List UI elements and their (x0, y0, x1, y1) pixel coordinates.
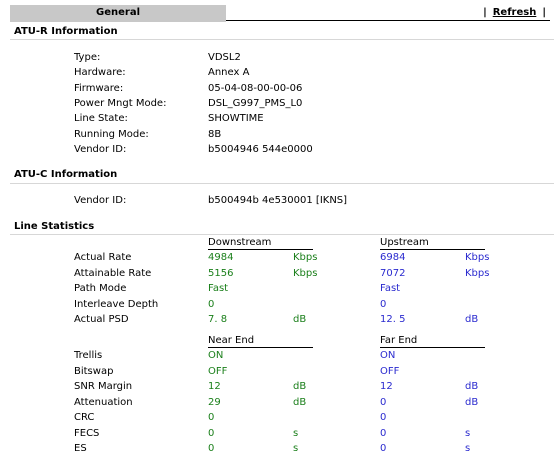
atu-c-field-value: b500494b 4e530001 [IKNS] (208, 195, 348, 206)
rate-row-label: Actual PSD (74, 314, 129, 326)
top-bar (0, 0, 560, 21)
end-row-label: ES (74, 443, 87, 454)
end-row-value-right: 0 (380, 443, 387, 454)
atu-r-field-label: Vendor ID: (74, 143, 127, 155)
atu-c-title: ATU-C Information (14, 169, 118, 180)
atu-r-field-label: Running Mode: (74, 128, 149, 140)
separator-left: | (483, 7, 487, 18)
end-row-value-right: 0 (380, 412, 387, 423)
end-row-label: SNR Margin (74, 381, 133, 392)
end-row-unit-right: dB (465, 396, 479, 408)
rate-row-unit-right: dB (465, 314, 479, 326)
atu-r-field-value: Annex A (208, 67, 250, 79)
atu-r-field-value: VDSL2 (208, 52, 241, 63)
rate-row-unit-left: dB (293, 314, 307, 326)
end-row-value-left: 29 (208, 396, 221, 408)
atu-r-field-value: 05-04-08-00-00-06 (208, 82, 303, 94)
atu-r-field-label: Hardware: (74, 67, 126, 79)
line-stats-title: Line Statistics (14, 221, 95, 232)
rate-row-value-left: 0 (208, 298, 215, 310)
rate-row-label: Path Mode (74, 283, 127, 295)
atu-r-field-value: 8B (208, 128, 222, 140)
atu-r-divider (10, 39, 554, 40)
end-row-label: Trellis (74, 350, 103, 361)
end-row-value-left: 12 (208, 381, 221, 392)
rate-row-unit-left: Kbps (293, 267, 318, 279)
line-stats-divider (10, 234, 554, 235)
tab-underline (226, 20, 550, 21)
rate-row-unit-right: Kbps (465, 252, 490, 263)
end-row-unit-right: dB (465, 381, 479, 392)
atu-r-title: ATU-R Information (14, 26, 118, 37)
col-header-left: Near End (208, 335, 313, 348)
col-header-right: Upstream (380, 237, 485, 250)
end-row-value-right: 0 (380, 396, 387, 408)
end-row-unit-left: s (293, 443, 299, 454)
atu-r-field-value: b5004946 544e0000 (208, 143, 313, 155)
rate-row-value-left: 5156 (208, 267, 234, 279)
atu-r-field-label: Power Mngt Mode: (74, 97, 167, 109)
atu-r-field-label: Type: (74, 52, 101, 63)
atu-r-field-value: DSL_G997_PMS_L0 (208, 97, 303, 109)
rate-row-value-left: Fast (208, 283, 229, 295)
end-row-value-right: ON (380, 350, 396, 361)
rate-row-value-right: 0 (380, 298, 387, 310)
end-row-value-left: ON (208, 350, 224, 361)
end-row-value-right: 12 (380, 381, 393, 392)
col-header-left: Downstream (208, 237, 313, 250)
end-row-value-left: 0 (208, 427, 215, 439)
rate-row-value-left: 7. 8 (208, 314, 228, 326)
rate-row-unit-right: Kbps (465, 267, 490, 279)
end-row-unit-right: s (465, 443, 471, 454)
end-row-unit-right: s (465, 427, 471, 439)
end-row-value-right: OFF (380, 365, 400, 377)
end-row-label: FECS (74, 427, 100, 439)
rate-row-unit-left: Kbps (293, 252, 318, 263)
tab-general[interactable]: General (10, 5, 226, 22)
end-row-unit-left: dB (293, 396, 307, 408)
end-row-value-left: 0 (208, 443, 215, 454)
end-row-value-left: 0 (208, 412, 215, 423)
refresh-link[interactable]: Refresh (492, 7, 537, 18)
separator-right: | (542, 7, 546, 18)
rate-row-value-right: 12. 5 (380, 314, 406, 326)
rate-row-value-right: 7072 (380, 267, 406, 279)
atu-r-field-value: SHOWTIME (208, 113, 264, 125)
rate-row-value-right: Fast (380, 283, 401, 295)
rate-row-value-right: 6984 (380, 252, 406, 263)
end-row-unit-left: s (293, 427, 299, 439)
end-row-value-right: 0 (380, 427, 387, 439)
atu-r-field-label: Line State: (74, 113, 128, 125)
end-row-value-left: OFF (208, 365, 228, 377)
rate-row-label: Interleave Depth (74, 298, 159, 310)
refresh-area (477, 7, 552, 18)
end-row-label: CRC (74, 412, 95, 423)
atu-c-field-label: Vendor ID: (74, 195, 127, 206)
atu-r-field-label: Firmware: (74, 82, 124, 94)
end-row-unit-left: dB (293, 381, 307, 392)
end-row-label: Bitswap (74, 365, 114, 377)
end-row-label: Attenuation (74, 396, 133, 408)
atu-c-divider (10, 183, 554, 184)
rate-row-label: Attainable Rate (74, 267, 152, 279)
rate-row-label: Actual Rate (74, 252, 132, 263)
col-header-right: Far End (380, 335, 485, 348)
rate-row-value-left: 4984 (208, 252, 234, 263)
